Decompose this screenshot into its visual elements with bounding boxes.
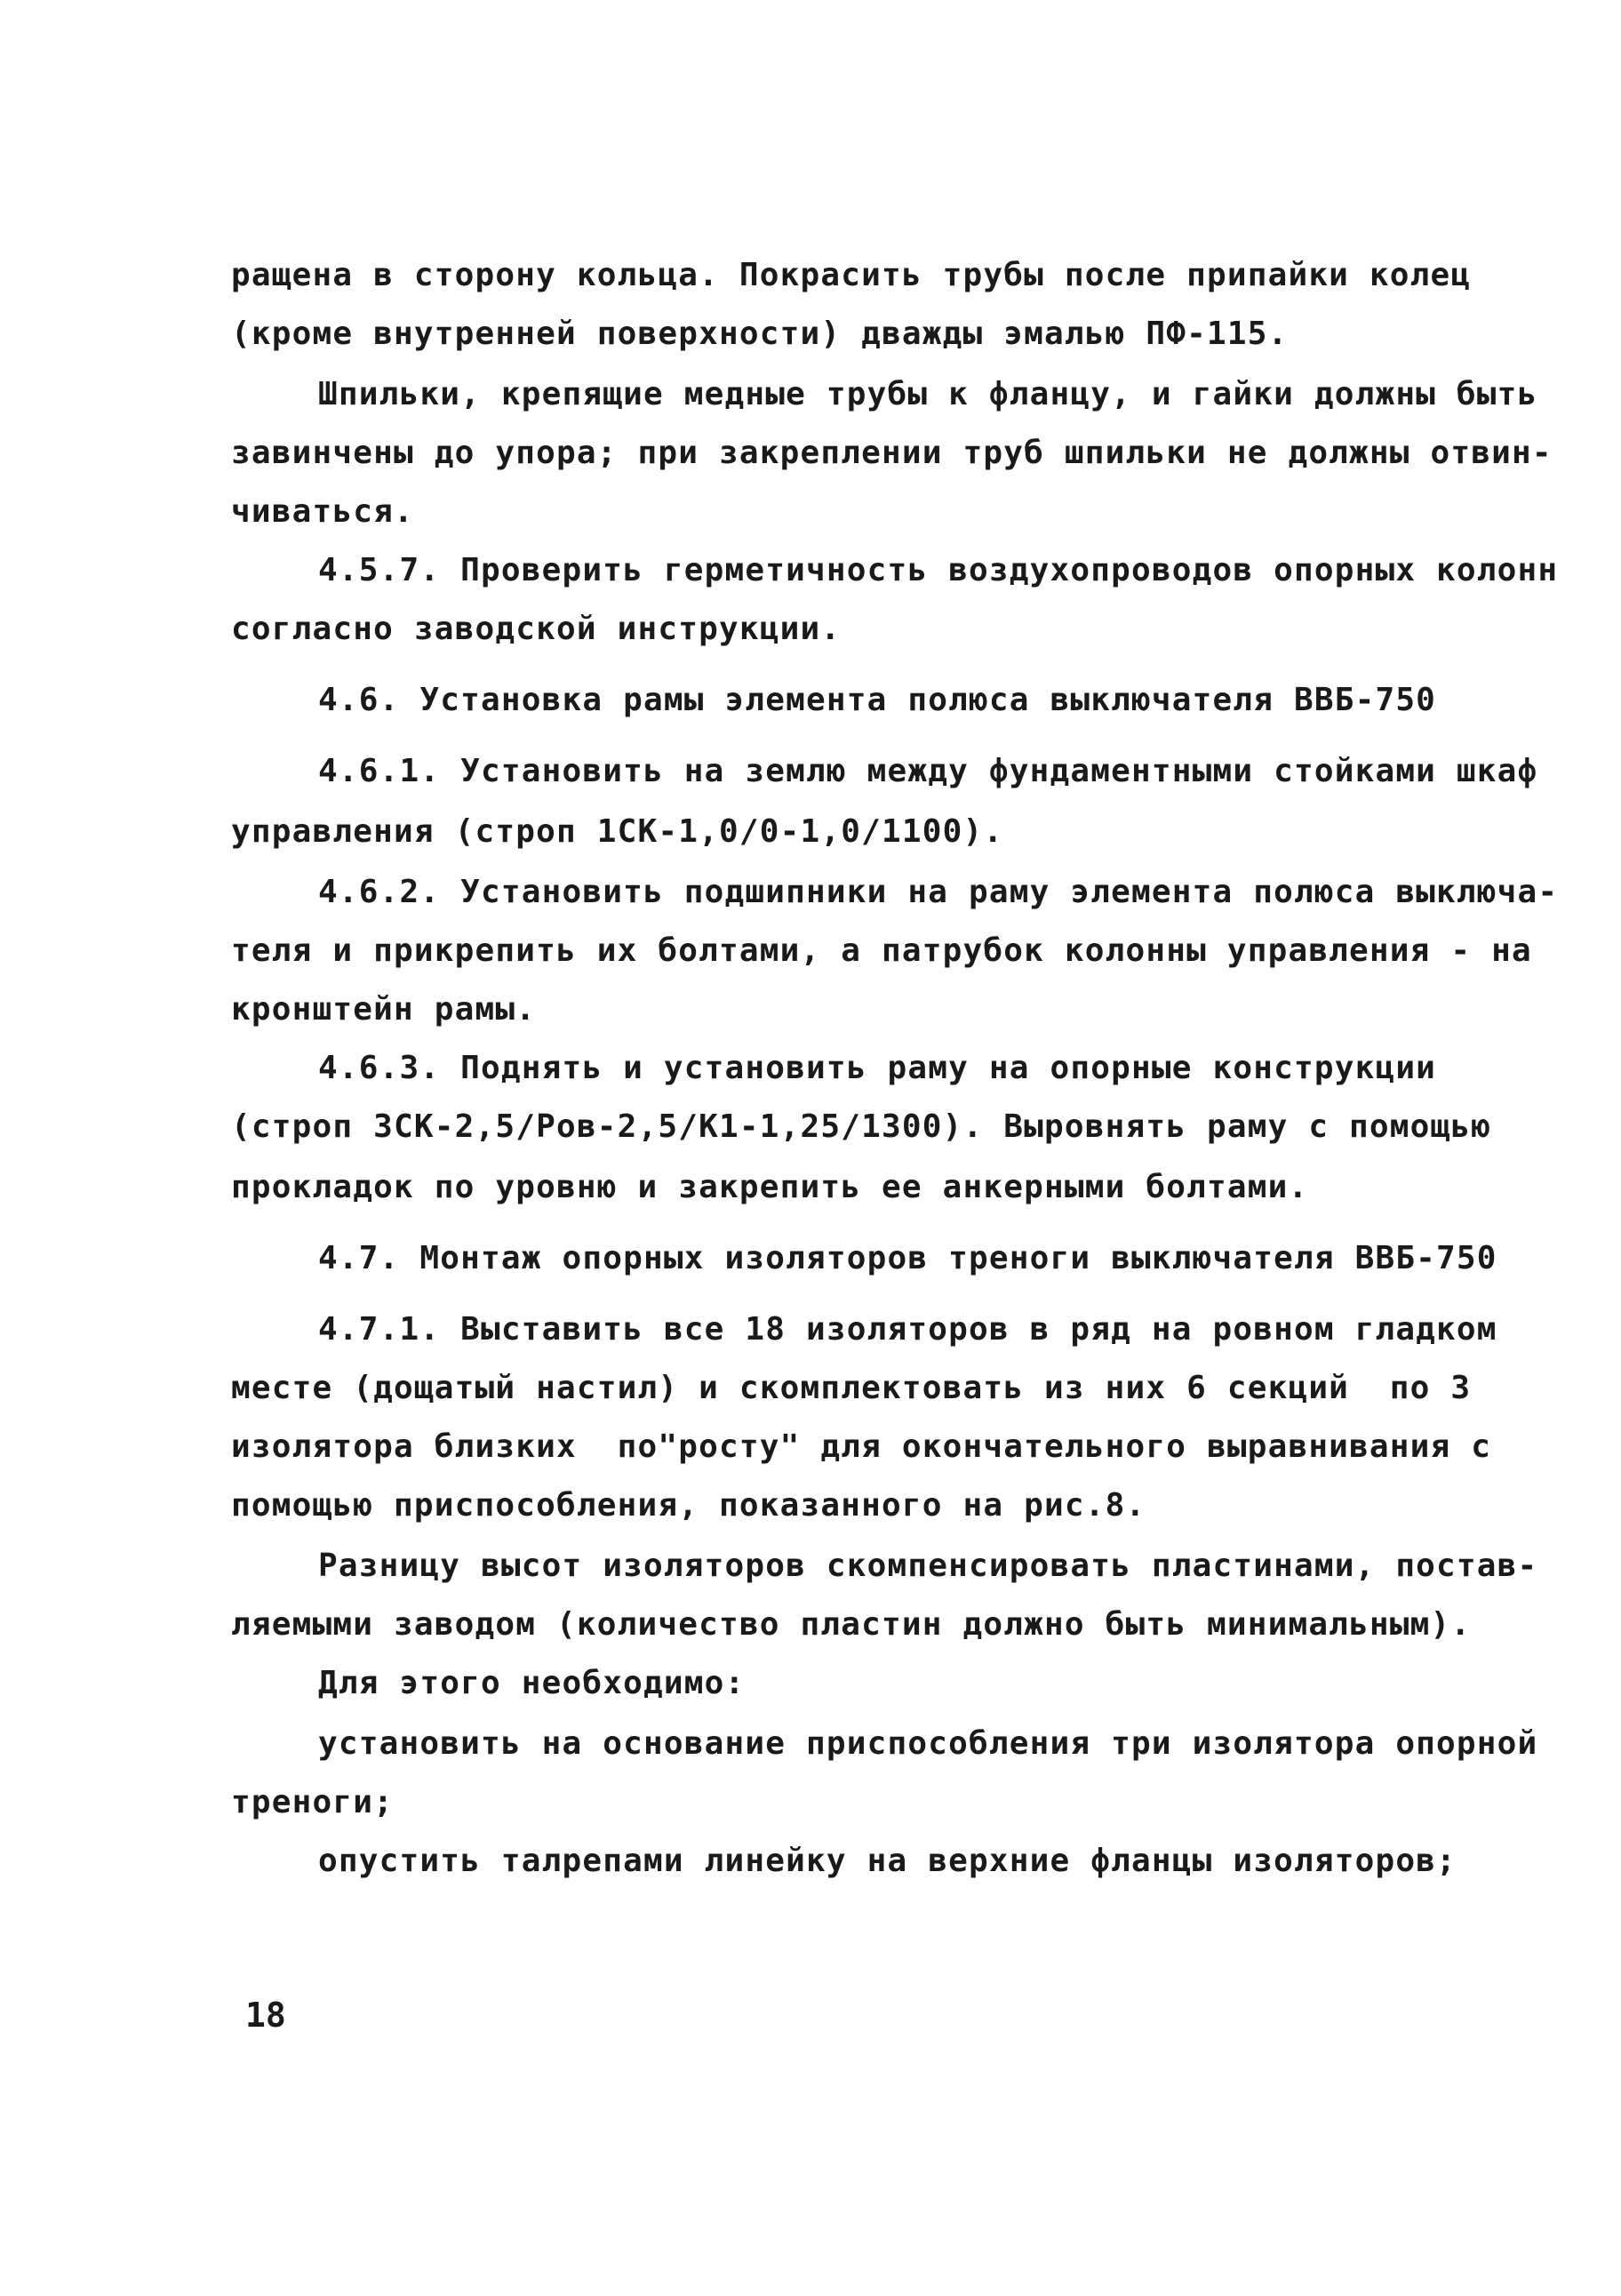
text-line: управления (строп 1СК-1,0/0-1,0/1100). (231, 813, 1004, 850)
section-heading: 4.6. Установка рамы элемента полюса выключателя ВВБ-750 (318, 682, 1437, 718)
text-line: 4.6.1. Установить на землю между фундаментными стойками шкаф (318, 753, 1538, 789)
text-line: 4.6.3. Поднять и установить раму на опорные конструкции (318, 1050, 1437, 1086)
text-line: опустить талрепами линейку на верхние фланцы изоляторов; (318, 1843, 1457, 1879)
text-line: 4.6.2. Установить подшипники на раму элемента полюса выключа- (318, 874, 1559, 910)
text-line: Разницу высот изоляторов скомпенсировать пластинами, постав- (318, 1548, 1538, 1584)
text-line: Шпильки, крепящие медные трубы к фланцу, и гайки должны быть (318, 376, 1538, 412)
text-line: установить на основание приспособления три изолятора опорной (318, 1725, 1538, 1762)
text-line: прокладок по уровню и закрепить ее анкерными болтами. (231, 1169, 1309, 1205)
text-line: ращена в сторону кольца. Покрасить трубы после припайки колец (231, 257, 1472, 293)
text-line: чиваться. (231, 493, 414, 530)
text-line: ляемыми заводом (количество пластин должно быть минимальным). (231, 1606, 1472, 1643)
text-line: кронштейн рамы. (231, 991, 537, 1028)
text-line: помощью приспособления, показанного на рис.8. (231, 1487, 1146, 1524)
text-line: Для этого необходимо: (318, 1665, 746, 1701)
text-line: (кроме внутренней поверхности) дважды эмалью ПФ-115. (231, 316, 1289, 352)
text-line: треноги; (231, 1784, 394, 1820)
text-line: 4.7.1. Выставить все 18 изоляторов в ряд на ровном гладком (318, 1311, 1497, 1348)
section-heading: 4.7. Монтаж опорных изоляторов треноги выключателя ВВБ-750 (318, 1240, 1497, 1276)
text-line: месте (дощатый настил) и скомплектовать из них 6 секций по 3 (231, 1370, 1472, 1406)
text-line: 4.5.7. Проверить герметичность воздухопроводов опорных колонн (318, 552, 1559, 588)
text-line: изолятора близких по"росту" для окончательного выравнивания с (231, 1428, 1492, 1465)
page-number: 18 (245, 1996, 286, 2035)
text-line: завинчены до упора; при закреплении труб шпильки не должны отвин- (231, 435, 1553, 471)
text-line: (строп 3СК-2,5/Ров-2,5/К1-1,25/1300). Выровнять раму с помощью (231, 1108, 1492, 1145)
text-line: теля и прикрепить их болтами, а патрубок колонны управления - на (231, 932, 1532, 969)
text-line: согласно заводской инструкции. (231, 611, 842, 647)
